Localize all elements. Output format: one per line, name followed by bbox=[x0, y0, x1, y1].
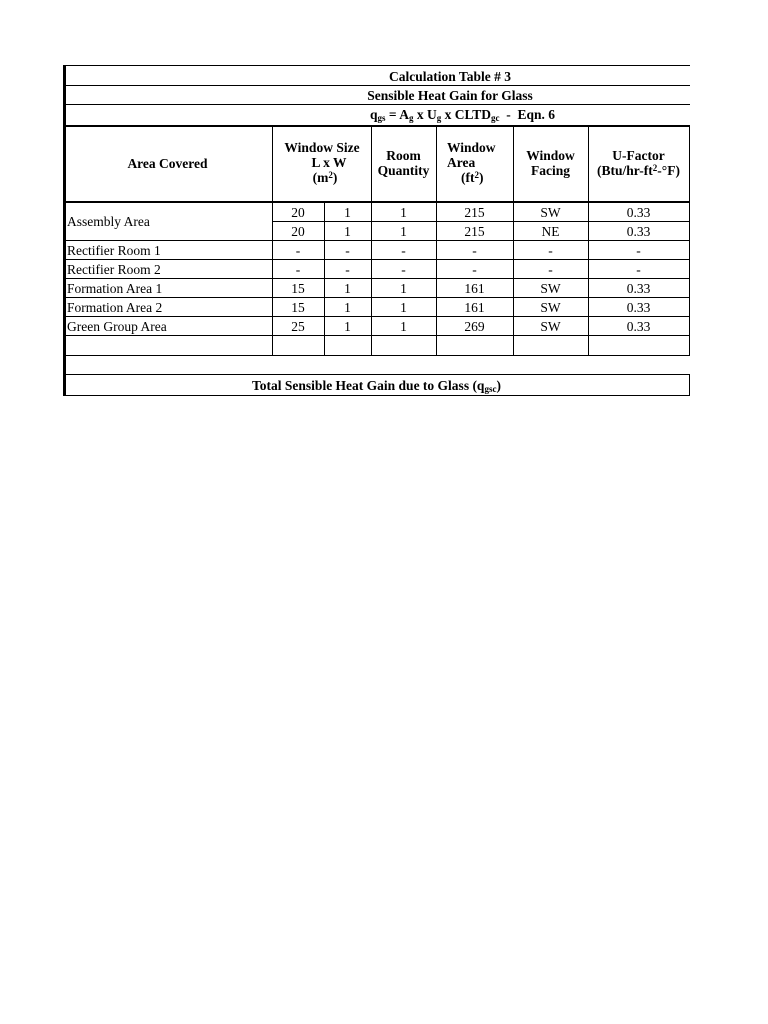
table-cell-width: 1 bbox=[344, 224, 351, 239]
table-cell-qty: - bbox=[401, 243, 406, 258]
rule-row2-bottom bbox=[63, 240, 690, 241]
table-cell-u-factor: - bbox=[636, 262, 641, 277]
table-cell-u-factor: 0.33 bbox=[626, 281, 651, 296]
table-cell-window-area: - bbox=[472, 243, 477, 258]
table-cell-width: 1 bbox=[344, 281, 351, 296]
table-cell-area: Rectifier Room 1 bbox=[67, 243, 161, 258]
header-window-facing: Window Facing bbox=[526, 148, 575, 178]
table-cell-width: 1 bbox=[344, 300, 351, 315]
header-window-size: Window Size L x W $(m^2)$ bbox=[284, 140, 360, 185]
rule-row7-bottom bbox=[63, 335, 690, 336]
table-cell-facing: - bbox=[548, 243, 553, 258]
table-cell-width: 1 bbox=[344, 319, 351, 334]
table-cell-window-area: - bbox=[472, 262, 477, 277]
rule-row5-bottom bbox=[63, 297, 690, 298]
table-cell-length: 15 bbox=[291, 281, 305, 296]
table-cell-qty: 1 bbox=[400, 281, 407, 296]
table-cell-window-area: 215 bbox=[464, 224, 485, 239]
table-cell-u-factor: 0.33 bbox=[626, 300, 651, 315]
table-cell-facing: NE bbox=[541, 224, 560, 239]
rule-row4-bottom bbox=[63, 278, 690, 279]
rule-header-top bbox=[63, 125, 690, 127]
table-cell-facing: SW bbox=[540, 300, 561, 315]
table-cell-qty: - bbox=[401, 262, 406, 277]
table-cell-length: 20 bbox=[291, 224, 305, 239]
table-cell-area: Green Group Area bbox=[67, 319, 167, 334]
rule-total-top bbox=[63, 374, 690, 375]
table-subtitle: Sensible Heat Gain for Glass bbox=[367, 88, 533, 103]
table-cell-length: 15 bbox=[291, 300, 305, 315]
table-cell-window-area: 161 bbox=[464, 281, 485, 296]
rule-header-bottom bbox=[63, 201, 690, 203]
table-cell-u-factor: 0.33 bbox=[626, 319, 651, 334]
rule-subtitle-bottom bbox=[63, 104, 690, 105]
table-cell-area: Rectifier Room 2 bbox=[67, 262, 161, 277]
rule-row6-bottom bbox=[63, 316, 690, 317]
table-cell-area: Formation Area 1 bbox=[67, 281, 163, 296]
table-cell-facing: SW bbox=[540, 319, 561, 334]
table-cell-facing: SW bbox=[540, 205, 561, 220]
header-window-area: Window Area $(ft^2)$ bbox=[447, 140, 496, 185]
table-cell-window-area: 161 bbox=[464, 300, 485, 315]
right-border-body bbox=[689, 126, 690, 355]
table-cell-qty: 1 bbox=[400, 205, 407, 220]
table-cell-window-area: 215 bbox=[464, 205, 485, 220]
table-cell-window-area: 269 bbox=[464, 319, 485, 334]
table-cell-width: 1 bbox=[344, 205, 351, 220]
table-cell-width: - bbox=[345, 243, 350, 258]
rule-row3-bottom bbox=[63, 259, 690, 260]
rule-title-bottom bbox=[63, 85, 690, 86]
equation: $q_{gs} = A_g$ x $U_g$ x $CLTD_{gc}$ - Eqn. 6 bbox=[370, 107, 556, 123]
table-cell-qty: 1 bbox=[400, 224, 407, 239]
table-cell-u-factor: 0.33 bbox=[626, 224, 651, 239]
total-sensible-heat-gain-label: Total Sensible Heat Gain due to Glass $(q_{gsc})$ bbox=[252, 378, 501, 394]
table-cell-qty: 1 bbox=[400, 300, 407, 315]
rule-blank-row-bottom bbox=[63, 355, 690, 356]
table-cell-area: Formation Area 2 bbox=[67, 300, 163, 315]
table-cell-facing: - bbox=[548, 262, 553, 277]
header-u-factor: U-Factor $(Btu/hr-ft^2-^\circ F)$ bbox=[597, 148, 680, 178]
table-cell-length: - bbox=[295, 262, 301, 277]
table-cell-area: Assembly Area bbox=[67, 214, 150, 229]
rule-row1-bottom-partial bbox=[272, 221, 690, 222]
table-cell-width: - bbox=[345, 262, 350, 277]
table-cell-u-factor: 0.33 bbox=[626, 205, 651, 220]
table-title: Calculation Table # 3 bbox=[389, 69, 511, 84]
table-cell-qty: 1 bbox=[400, 319, 407, 334]
header-room-quantity: Room Quantity bbox=[377, 148, 430, 178]
table-cell-u-factor: - bbox=[636, 243, 641, 258]
header-area-covered: Area Covered bbox=[127, 156, 208, 171]
table-cell-length: - bbox=[295, 243, 301, 258]
table-cell-facing: SW bbox=[540, 281, 561, 296]
table-cell-length: 20 bbox=[291, 205, 305, 220]
table-cell-length: 25 bbox=[291, 319, 305, 334]
